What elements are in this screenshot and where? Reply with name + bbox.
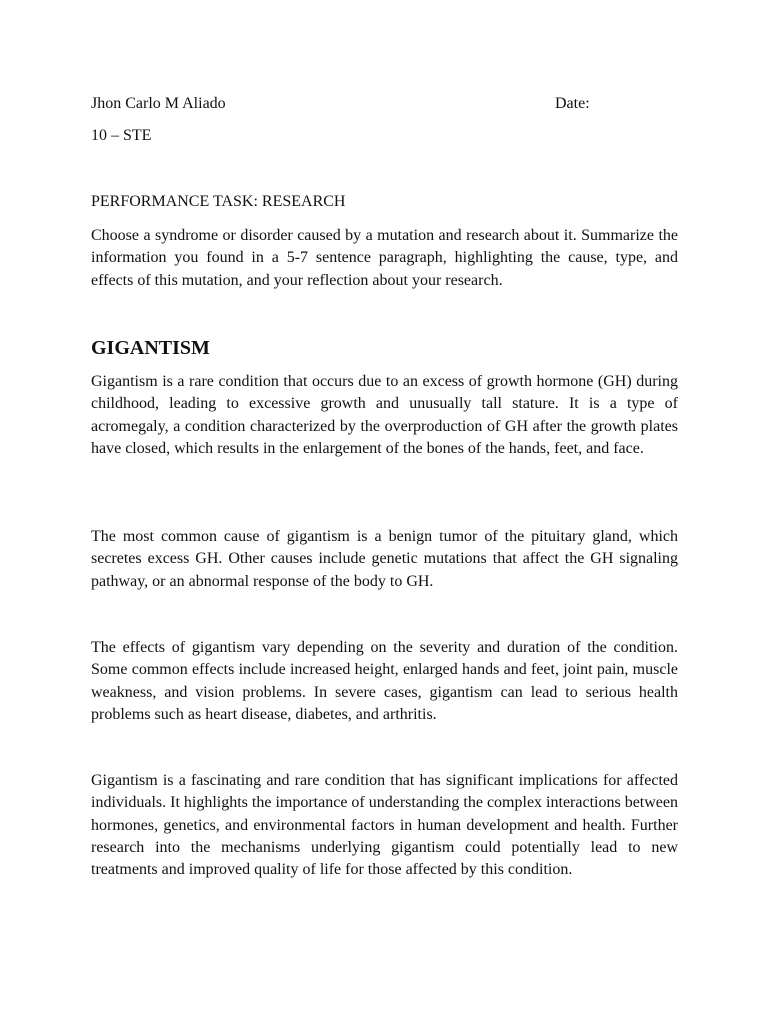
article-heading: GIGANTISM xyxy=(91,337,210,359)
paragraph-effects: The effects of gigantism vary depending on the severity and duration of the condition. Some common effects include increased height, enlarged hands and feet, joint pain, muscle weakness, and vision problems. In severe cases, gigantism can lead to serious health problems such as heart disease, diabetes, and arthritis. xyxy=(91,639,678,723)
task-instructions: Choose a syndrome or disorder caused by a mutation and research about it. Summarize the information you found in a 5-7 sentence paragraph, highlighting the cause, type, and effects of this mutation, and your reflection about your research. xyxy=(91,227,678,289)
paragraph-intro: Gigantism is a rare condition that occurs due to an excess of growth hormone (GH) during childhood, leading to excessive growth and unusually tall stature. It is a type of acromegaly, a condition characterized by the overproduction of GH after the growth plates have closed, which results in the enlargement of the bones of the hands, feet, and face. xyxy=(91,373,678,457)
date-label: Date: xyxy=(555,95,590,112)
task-title: PERFORMANCE TASK: RESEARCH xyxy=(91,193,346,210)
student-name: Jhon Carlo M Aliado xyxy=(91,95,226,112)
class-section: 10 – STE xyxy=(91,127,152,144)
header-row xyxy=(91,93,678,115)
paragraph-reflection: Gigantism is a fascinating and rare condition that has significant implications for affected individuals. It highlights the importance of understanding the complex interactions between hormones, genetics, and environmental factors in human development and health. Further research into the mechanisms underlying gigantism could potentially lead to new treatments and improved quality of life for those affected by this condition. xyxy=(91,772,678,879)
paragraph-cause: The most common cause of gigantism is a benign tumor of the pituitary gland, which secretes excess GH. Other causes include genetic mutations that affect the GH signaling pathway, or an abnormal response of the body to GH. xyxy=(91,528,678,590)
